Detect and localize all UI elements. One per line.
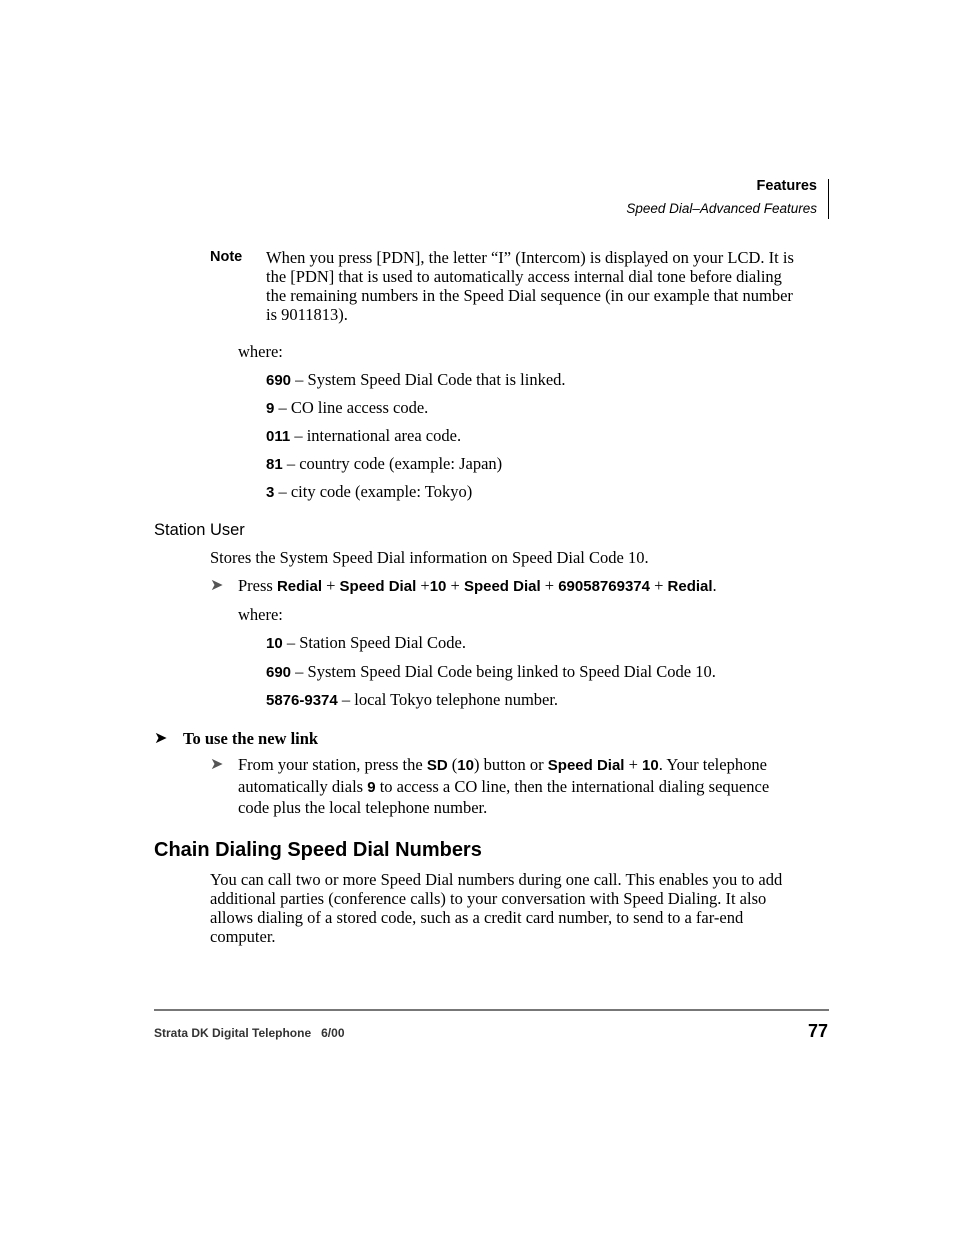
note-text: When you press [PDN], the letter “I” (Intercom) is displayed on your LCD. It is the [PDN] that is used to automatically access internal dial tone before dialing the remaining numbers in the Speed Dial sequence (in our example that number is 9011813). bbox=[266, 248, 794, 324]
key-code: 10 bbox=[457, 757, 474, 774]
where-label: where: bbox=[238, 605, 283, 624]
code-description: – international area code. bbox=[290, 426, 462, 445]
section-heading: Chain Dialing Speed Dial Numbers bbox=[154, 839, 482, 861]
code: 690 bbox=[266, 372, 292, 389]
key-nine: 9 bbox=[367, 778, 376, 796]
step-text: ) button or bbox=[473, 755, 548, 774]
step-text: + bbox=[416, 576, 430, 595]
definition-item bbox=[266, 633, 466, 653]
where-label: where: bbox=[238, 342, 283, 361]
code: 5876-9374 bbox=[266, 692, 338, 709]
step-text: + bbox=[446, 576, 464, 595]
code-description: – local Tokyo telephone number. bbox=[337, 690, 559, 709]
step-arrow-icon: ➤ bbox=[210, 577, 224, 594]
procedure-arrow-icon: ➤ bbox=[154, 730, 168, 747]
step-text: + bbox=[649, 576, 668, 595]
step-text: . Your telephone automatically dials bbox=[238, 755, 767, 796]
code: 9 bbox=[266, 400, 275, 417]
code-description: – System Speed Dial Code being linked to Speed Dial Code 10. bbox=[291, 662, 716, 681]
key-speed-dial: Speed Dial bbox=[463, 578, 541, 595]
key-sd: SD bbox=[426, 757, 448, 774]
definition-item bbox=[266, 662, 716, 682]
code: 011 bbox=[266, 428, 291, 445]
code-description: – System Speed Dial Code that is linked. bbox=[291, 370, 566, 389]
step-instruction bbox=[238, 755, 803, 819]
code: 3 bbox=[266, 484, 275, 501]
definition-item bbox=[266, 454, 502, 474]
step-text: to access a CO line, then the international dialing sequence code plus the local telephone number. bbox=[238, 776, 770, 817]
code: 690 bbox=[266, 664, 292, 681]
chain-dialing-paragraph: You can call two or more Speed Dial numbers during one call. This enables you to add additional parties (conference calls) to your conversation with Speed Dialing. It also allows dialing of a stored code, such as a credit card number, to send to a far-end computer. bbox=[210, 870, 783, 946]
code-description: – Station Speed Dial Code. bbox=[282, 633, 467, 652]
key-redial: Redial bbox=[667, 578, 713, 595]
note-label: Note bbox=[210, 249, 243, 265]
code-description: – city code (example: Tokyo) bbox=[274, 482, 473, 501]
step-text: + bbox=[540, 576, 559, 595]
step-text: + bbox=[321, 576, 340, 595]
header-divider bbox=[828, 179, 829, 219]
key-code: 10 bbox=[429, 578, 447, 595]
definition-item bbox=[266, 690, 558, 710]
step-text: From your station, press the bbox=[238, 755, 427, 774]
key-number: 69058769374 bbox=[558, 578, 650, 595]
section-subheading: Station User bbox=[154, 521, 245, 539]
step-text: ( bbox=[447, 755, 458, 774]
running-header-subtitle: Speed Dial–Advanced Features bbox=[626, 201, 817, 216]
code-description: – country code (example: Japan) bbox=[282, 454, 503, 473]
definition-item bbox=[266, 370, 566, 390]
footer-document-title: Strata DK Digital Telephone 6/00 bbox=[154, 1026, 345, 1040]
definition-item bbox=[266, 482, 472, 502]
station-user-intro: Stores the System Speed Dial information on Speed Dial Code 10. bbox=[210, 548, 649, 567]
definition-item bbox=[266, 398, 428, 418]
key-speed-dial: Speed Dial bbox=[339, 578, 417, 595]
step-instruction bbox=[238, 576, 717, 596]
code-description: – CO line access code. bbox=[274, 398, 429, 417]
footer-divider bbox=[154, 1009, 829, 1011]
page-number: 77 bbox=[807, 1021, 828, 1041]
running-header-title: Features bbox=[756, 178, 817, 194]
step-arrow-icon: ➤ bbox=[210, 756, 224, 773]
key-code: 10 bbox=[642, 757, 659, 774]
key-speed-dial: Speed Dial bbox=[547, 757, 625, 774]
code: 10 bbox=[266, 635, 283, 652]
procedure-title: To use the new link bbox=[183, 729, 319, 748]
step-text: . bbox=[712, 576, 717, 595]
definition-item bbox=[266, 426, 461, 446]
step-text: Press bbox=[238, 576, 277, 595]
code: 81 bbox=[266, 456, 283, 473]
step-text: + bbox=[624, 755, 643, 774]
key-redial: Redial bbox=[276, 578, 322, 595]
